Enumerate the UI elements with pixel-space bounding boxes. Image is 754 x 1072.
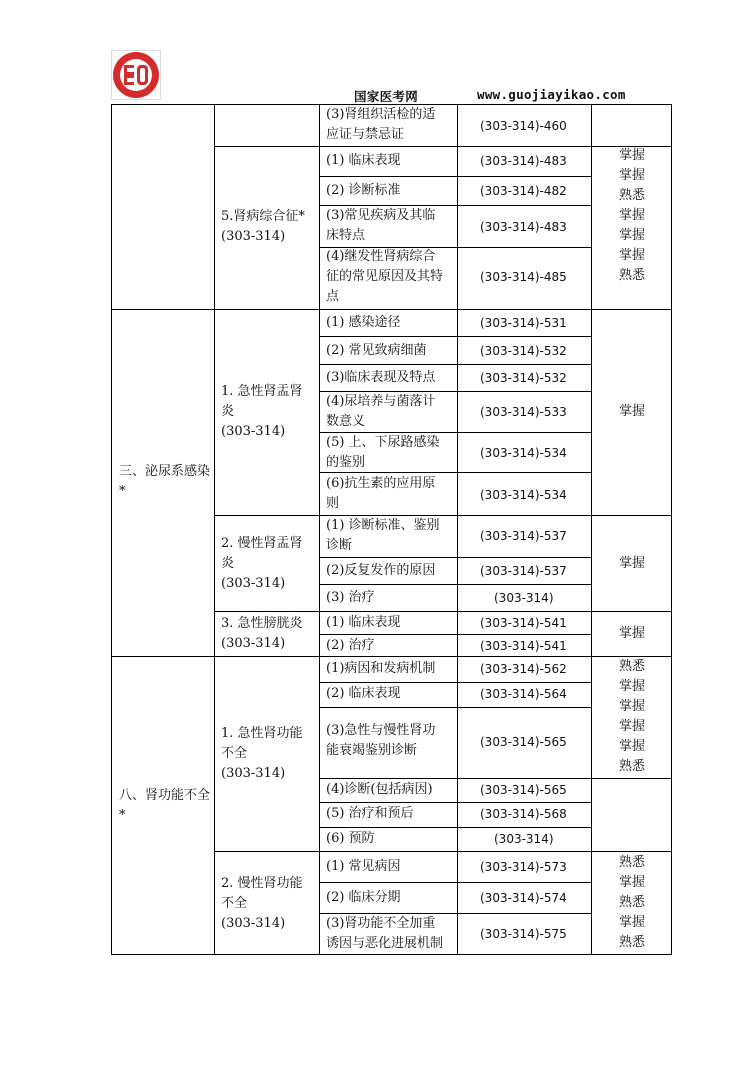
reference-cell: (303-314)-568 (480, 807, 567, 821)
subtopic-cell: (303-314) (221, 229, 286, 244)
topic-cell: 应证与禁忌证 (326, 127, 405, 142)
reference-cell: (303-314)-541 (480, 639, 567, 653)
subtopic-cell: (303-314) (221, 916, 286, 931)
subtopic-cell: 炎 (221, 404, 235, 419)
topic-cell: (5) 上、下尿路感染 (326, 435, 440, 450)
reference-cell: (303-314)-565 (480, 783, 567, 797)
topic-cell: (1) 感染途径 (326, 315, 401, 330)
subtopic-cell: (303-314) (221, 424, 286, 439)
site-name: 国家医考网 (354, 89, 419, 104)
topic-cell: (6)抗生素的应用原 (326, 476, 436, 491)
reference-cell: (303-314)-532 (480, 344, 567, 358)
subtopic-cell: 5.肾病综合征* (221, 209, 305, 224)
topic-cell: (6) 预防 (326, 831, 375, 846)
topic-cell: (4)尿培养与菌落计 (326, 394, 436, 409)
subtopic-cell: 2. 慢性肾功能 (221, 876, 303, 891)
reference-cell: (303-314)-575 (480, 927, 567, 941)
reference-cell: (303-314)-531 (480, 316, 567, 330)
reference-cell: (303-314)-533 (480, 405, 567, 419)
reference-cell: (303-314)-460 (480, 119, 567, 133)
subtopic-cell: 3. 急性膀胱炎 (221, 616, 303, 631)
topic-cell: (3)肾功能不全加重 (326, 916, 436, 931)
requirement-cell: 掌握 (619, 208, 646, 223)
reference-cell: (303-314)-537 (480, 564, 567, 578)
topic-cell: (4)继发性肾病综合 (326, 249, 436, 264)
topic-cell: (2) 诊断标准 (326, 183, 401, 198)
topic-cell: (3)肾组织活检的适 (326, 107, 436, 122)
topic-cell: 数意义 (326, 414, 366, 429)
subtopic-cell: 炎 (221, 556, 235, 571)
requirement-cell: 掌握 (619, 148, 646, 163)
topic-cell: (2) 临床表现 (326, 686, 401, 701)
requirement-cell: 掌握 (619, 915, 646, 930)
requirement-cell: 掌握 (619, 168, 646, 183)
topic-cell: (2) 治疗 (326, 638, 375, 653)
subtopic-cell: (303-314) (221, 636, 286, 651)
requirement-cell: 掌握 (619, 739, 646, 754)
reference-cell: (303-314)-483 (480, 154, 567, 168)
subtopic-cell: (303-314) (221, 576, 286, 591)
topic-cell: (4)诊断(包括病因) (326, 782, 433, 797)
topic-cell: (2)反复发作的原因 (326, 563, 436, 578)
reference-cell: (303-314) (494, 832, 554, 846)
topic-cell: (3)急性与慢性肾功 (326, 723, 436, 738)
topic-cell: (1) 常见病因 (326, 859, 401, 874)
requirement-cell: 掌握 (619, 699, 646, 714)
topic-cell: 点 (326, 289, 340, 304)
topic-cell: (1)病因和发病机制 (326, 661, 436, 676)
topic-cell: (2) 常见致病细菌 (326, 343, 427, 358)
subtopic-cell: 1. 急性肾盂肾 (221, 384, 303, 399)
topic-cell: (1) 临床表现 (326, 153, 401, 168)
requirement-cell: 掌握 (619, 248, 646, 263)
topic-cell: 则 (326, 496, 340, 511)
topic-cell: 征的常见原因及其特 (326, 269, 444, 284)
topic-cell: 的鉴别 (326, 455, 366, 470)
requirement-cell: 掌握 (619, 719, 646, 734)
requirement-cell: 熟悉 (619, 268, 646, 283)
requirement-cell: 掌握 (619, 679, 646, 694)
requirement-cell: 掌握 (619, 626, 646, 641)
requirement-cell: 熟悉 (619, 659, 646, 674)
requirement-cell: 掌握 (619, 875, 646, 890)
reference-cell: (303-314)-532 (480, 371, 567, 385)
topic-cell: (1) 诊断标准、鉴别 (326, 518, 440, 533)
requirement-cell: 熟悉 (619, 188, 646, 203)
reference-cell: (303-314)-564 (480, 687, 567, 701)
reference-cell: (303-314)-573 (480, 860, 567, 874)
subtopic-cell: 2. 慢性肾盂肾 (221, 536, 303, 551)
subtopic-cell: (303-314) (221, 766, 286, 781)
subtopic-cell: 不全 (221, 746, 248, 761)
reference-cell: (303-314)-541 (480, 616, 567, 630)
reference-cell: (303-314)-482 (480, 184, 567, 198)
section-title: * (119, 484, 126, 499)
topic-cell: 诱因与恶化进展机制 (326, 936, 444, 951)
topic-cell: (5) 治疗和预后 (326, 806, 414, 821)
reference-cell: (303-314)-565 (480, 735, 567, 749)
reference-cell: (303-314)-483 (480, 220, 567, 234)
reference-cell: (303-314)-534 (480, 488, 567, 502)
reference-cell: (303-314)-574 (480, 891, 567, 905)
syllabus-table (111, 104, 672, 955)
section-title: * (119, 808, 126, 823)
reference-cell: (303-314) (494, 591, 554, 605)
site-url[interactable]: www.guojiayikao.com (477, 87, 626, 102)
topic-cell: (2) 临床分期 (326, 890, 401, 905)
reference-cell: (303-314)-537 (480, 529, 567, 543)
topic-cell: 床特点 (326, 228, 366, 243)
site-logo (111, 50, 161, 100)
requirement-cell: 掌握 (619, 228, 646, 243)
topic-cell: (3)常见疾病及其临 (326, 208, 436, 223)
section-title: 八、肾功能不全 (119, 788, 211, 803)
reference-cell: (303-314)-562 (480, 662, 567, 676)
section-title: 三、泌尿系感染 (119, 464, 211, 479)
topic-cell: 诊断 (326, 538, 353, 553)
reference-cell: (303-314)-534 (480, 446, 567, 460)
requirement-cell: 熟悉 (619, 855, 646, 870)
topic-cell: (3) 治疗 (326, 590, 375, 605)
topic-cell: (1) 临床表现 (326, 615, 401, 630)
requirement-cell: 掌握 (619, 556, 646, 571)
requirement-cell: 熟悉 (619, 759, 646, 774)
requirement-cell: 熟悉 (619, 935, 646, 950)
topic-cell: 能衰竭鉴别诊断 (326, 743, 418, 758)
subtopic-cell: 不全 (221, 896, 248, 911)
subtopic-cell: 1. 急性肾功能 (221, 726, 303, 741)
requirement-cell: 掌握 (619, 404, 646, 419)
requirement-cell: 熟悉 (619, 895, 646, 910)
reference-cell: (303-314)-485 (480, 270, 567, 284)
topic-cell: (3)临床表现及特点 (326, 370, 436, 385)
